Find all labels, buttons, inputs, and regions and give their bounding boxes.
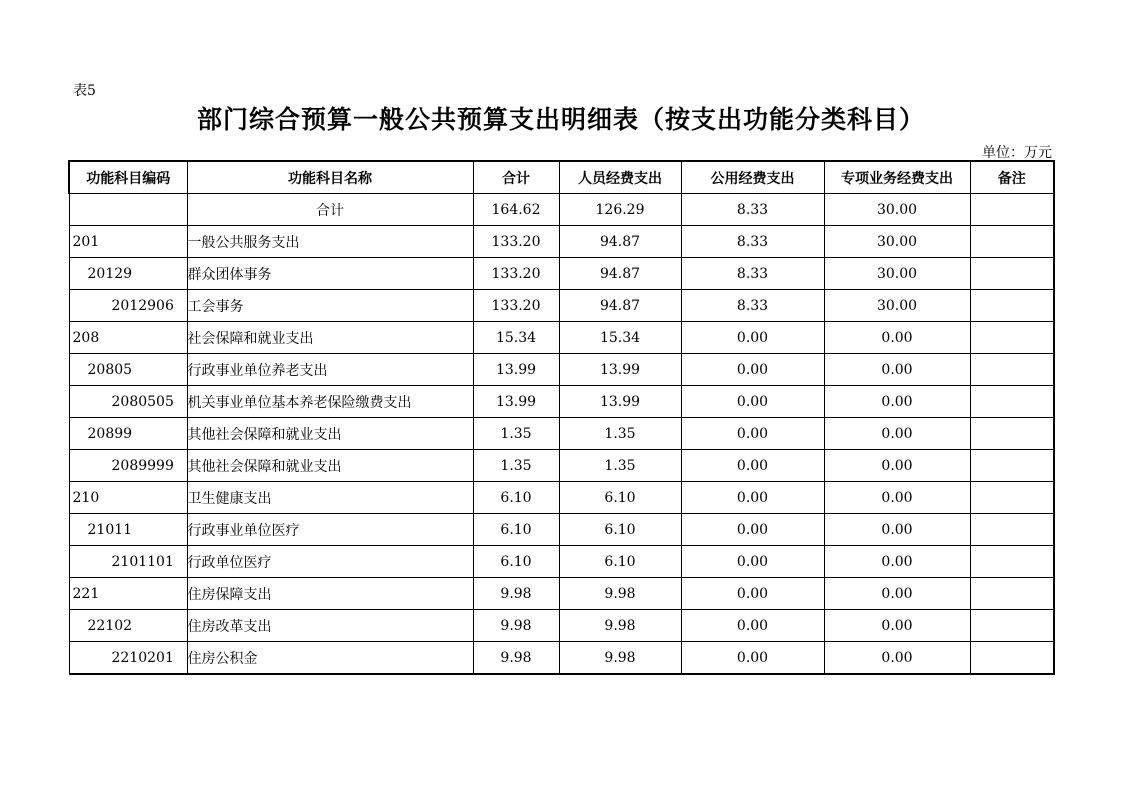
cell-code: 208 xyxy=(69,322,187,354)
cell-name: 群众团体事务 xyxy=(187,258,473,290)
cell-code: 201 xyxy=(69,226,187,258)
cell-name: 工会事务 xyxy=(187,290,473,322)
cell-code: 22102 xyxy=(69,610,187,642)
unit-label: 单位：万元 xyxy=(982,145,1052,161)
header-special: 专项业务经费支出 xyxy=(824,161,970,194)
table-row xyxy=(69,578,1054,610)
cell-name: 一般公共服务支出 xyxy=(187,226,473,258)
cell-code: 20129 xyxy=(69,258,187,290)
cell-special: 0.00 xyxy=(824,578,970,610)
cell-public: 0.00 xyxy=(681,418,824,450)
cell-note xyxy=(970,258,1054,290)
cell-personnel: 94.87 xyxy=(559,258,681,290)
cell-special: 0.00 xyxy=(824,482,970,514)
table-row xyxy=(69,290,1054,322)
cell-personnel: 9.98 xyxy=(559,578,681,610)
cell-name: 行政单位医疗 xyxy=(187,546,473,578)
budget-table xyxy=(68,160,1055,675)
cell-total: 1.35 xyxy=(473,450,559,482)
cell-note xyxy=(970,386,1054,418)
cell-special: 0.00 xyxy=(824,514,970,546)
cell-note xyxy=(970,354,1054,386)
cell-total: 133.20 xyxy=(473,226,559,258)
cell-note xyxy=(970,418,1054,450)
cell-total: 1.35 xyxy=(473,418,559,450)
cell-total: 13.99 xyxy=(473,386,559,418)
cell-note xyxy=(970,642,1054,675)
header-name: 功能科目名称 xyxy=(187,161,473,194)
cell-personnel: 1.35 xyxy=(559,450,681,482)
cell-special: 30.00 xyxy=(824,258,970,290)
cell-special: 0.00 xyxy=(824,322,970,354)
table-row xyxy=(69,482,1054,514)
cell-public: 0.00 xyxy=(681,482,824,514)
cell-note xyxy=(970,194,1054,226)
cell-public: 0.00 xyxy=(681,578,824,610)
cell-special: 0.00 xyxy=(824,450,970,482)
cell-public: 0.00 xyxy=(681,546,824,578)
cell-name: 其他社会保障和就业支出 xyxy=(187,450,473,482)
cell-note xyxy=(970,482,1054,514)
cell-name: 合计 xyxy=(187,194,473,226)
cell-special: 30.00 xyxy=(824,290,970,322)
cell-code xyxy=(69,194,187,226)
cell-total: 133.20 xyxy=(473,290,559,322)
cell-name: 社会保障和就业支出 xyxy=(187,322,473,354)
table-row xyxy=(69,642,1054,675)
cell-note xyxy=(970,226,1054,258)
cell-personnel: 6.10 xyxy=(559,546,681,578)
table-row xyxy=(69,546,1054,578)
table-row xyxy=(69,226,1054,258)
cell-code: 2210201 xyxy=(69,642,187,675)
cell-public: 0.00 xyxy=(681,386,824,418)
cell-public: 8.33 xyxy=(681,194,824,226)
cell-name: 行政事业单位养老支出 xyxy=(187,354,473,386)
cell-total: 9.98 xyxy=(473,578,559,610)
cell-note xyxy=(970,450,1054,482)
table-row xyxy=(69,386,1054,418)
cell-personnel: 6.10 xyxy=(559,482,681,514)
cell-personnel: 15.34 xyxy=(559,322,681,354)
cell-personnel: 94.87 xyxy=(559,226,681,258)
cell-total: 9.98 xyxy=(473,610,559,642)
header-public: 公用经费支出 xyxy=(681,161,824,194)
cell-special: 0.00 xyxy=(824,610,970,642)
cell-public: 0.00 xyxy=(681,642,824,675)
cell-personnel: 94.87 xyxy=(559,290,681,322)
cell-code: 2012906 xyxy=(69,290,187,322)
document-title: 部门综合预算一般公共预算支出明细表（按支出功能分类科目） xyxy=(196,105,925,134)
table-header-row xyxy=(69,161,1054,194)
cell-public: 0.00 xyxy=(681,450,824,482)
table-row xyxy=(69,418,1054,450)
table-number: 表5 xyxy=(73,83,96,99)
cell-special: 0.00 xyxy=(824,354,970,386)
cell-note xyxy=(970,290,1054,322)
cell-special: 0.00 xyxy=(824,642,970,675)
cell-total: 13.99 xyxy=(473,354,559,386)
cell-personnel: 126.29 xyxy=(559,194,681,226)
header-total: 合计 xyxy=(473,161,559,194)
cell-name: 机关事业单位基本养老保险缴费支出 xyxy=(187,386,473,418)
cell-code: 2101101 xyxy=(69,546,187,578)
cell-public: 0.00 xyxy=(681,514,824,546)
cell-personnel: 9.98 xyxy=(559,642,681,675)
cell-personnel: 13.99 xyxy=(559,354,681,386)
cell-name: 住房保障支出 xyxy=(187,578,473,610)
cell-note xyxy=(970,546,1054,578)
cell-name: 住房改革支出 xyxy=(187,610,473,642)
cell-personnel: 6.10 xyxy=(559,514,681,546)
cell-note xyxy=(970,322,1054,354)
cell-total: 6.10 xyxy=(473,482,559,514)
cell-special: 0.00 xyxy=(824,386,970,418)
cell-personnel: 13.99 xyxy=(559,386,681,418)
cell-code: 2080505 xyxy=(69,386,187,418)
cell-total: 164.62 xyxy=(473,194,559,226)
header-note: 备注 xyxy=(970,161,1054,194)
table-row xyxy=(69,450,1054,482)
cell-special: 30.00 xyxy=(824,194,970,226)
cell-note xyxy=(970,578,1054,610)
cell-note xyxy=(970,610,1054,642)
cell-note xyxy=(970,514,1054,546)
cell-name: 其他社会保障和就业支出 xyxy=(187,418,473,450)
cell-personnel: 9.98 xyxy=(559,610,681,642)
cell-code: 221 xyxy=(69,578,187,610)
cell-special: 0.00 xyxy=(824,546,970,578)
cell-special: 0.00 xyxy=(824,418,970,450)
cell-code: 20899 xyxy=(69,418,187,450)
table-row xyxy=(69,514,1054,546)
cell-public: 0.00 xyxy=(681,322,824,354)
table-row xyxy=(69,354,1054,386)
table-row xyxy=(69,258,1054,290)
cell-public: 8.33 xyxy=(681,290,824,322)
cell-personnel: 1.35 xyxy=(559,418,681,450)
cell-code: 21011 xyxy=(69,514,187,546)
cell-public: 0.00 xyxy=(681,610,824,642)
cell-public: 8.33 xyxy=(681,258,824,290)
cell-total: 6.10 xyxy=(473,546,559,578)
table-row xyxy=(69,610,1054,642)
cell-name: 住房公积金 xyxy=(187,642,473,675)
header-personnel: 人员经费支出 xyxy=(559,161,681,194)
cell-name: 行政事业单位医疗 xyxy=(187,514,473,546)
cell-code: 2089999 xyxy=(69,450,187,482)
table-row xyxy=(69,194,1054,226)
table-row xyxy=(69,322,1054,354)
cell-code: 20805 xyxy=(69,354,187,386)
cell-name: 卫生健康支出 xyxy=(187,482,473,514)
cell-total: 133.20 xyxy=(473,258,559,290)
cell-code: 210 xyxy=(69,482,187,514)
cell-total: 9.98 xyxy=(473,642,559,675)
header-code: 功能科目编码 xyxy=(69,161,187,194)
cell-special: 30.00 xyxy=(824,226,970,258)
cell-total: 15.34 xyxy=(473,322,559,354)
cell-total: 6.10 xyxy=(473,514,559,546)
cell-public: 8.33 xyxy=(681,226,824,258)
cell-public: 0.00 xyxy=(681,354,824,386)
